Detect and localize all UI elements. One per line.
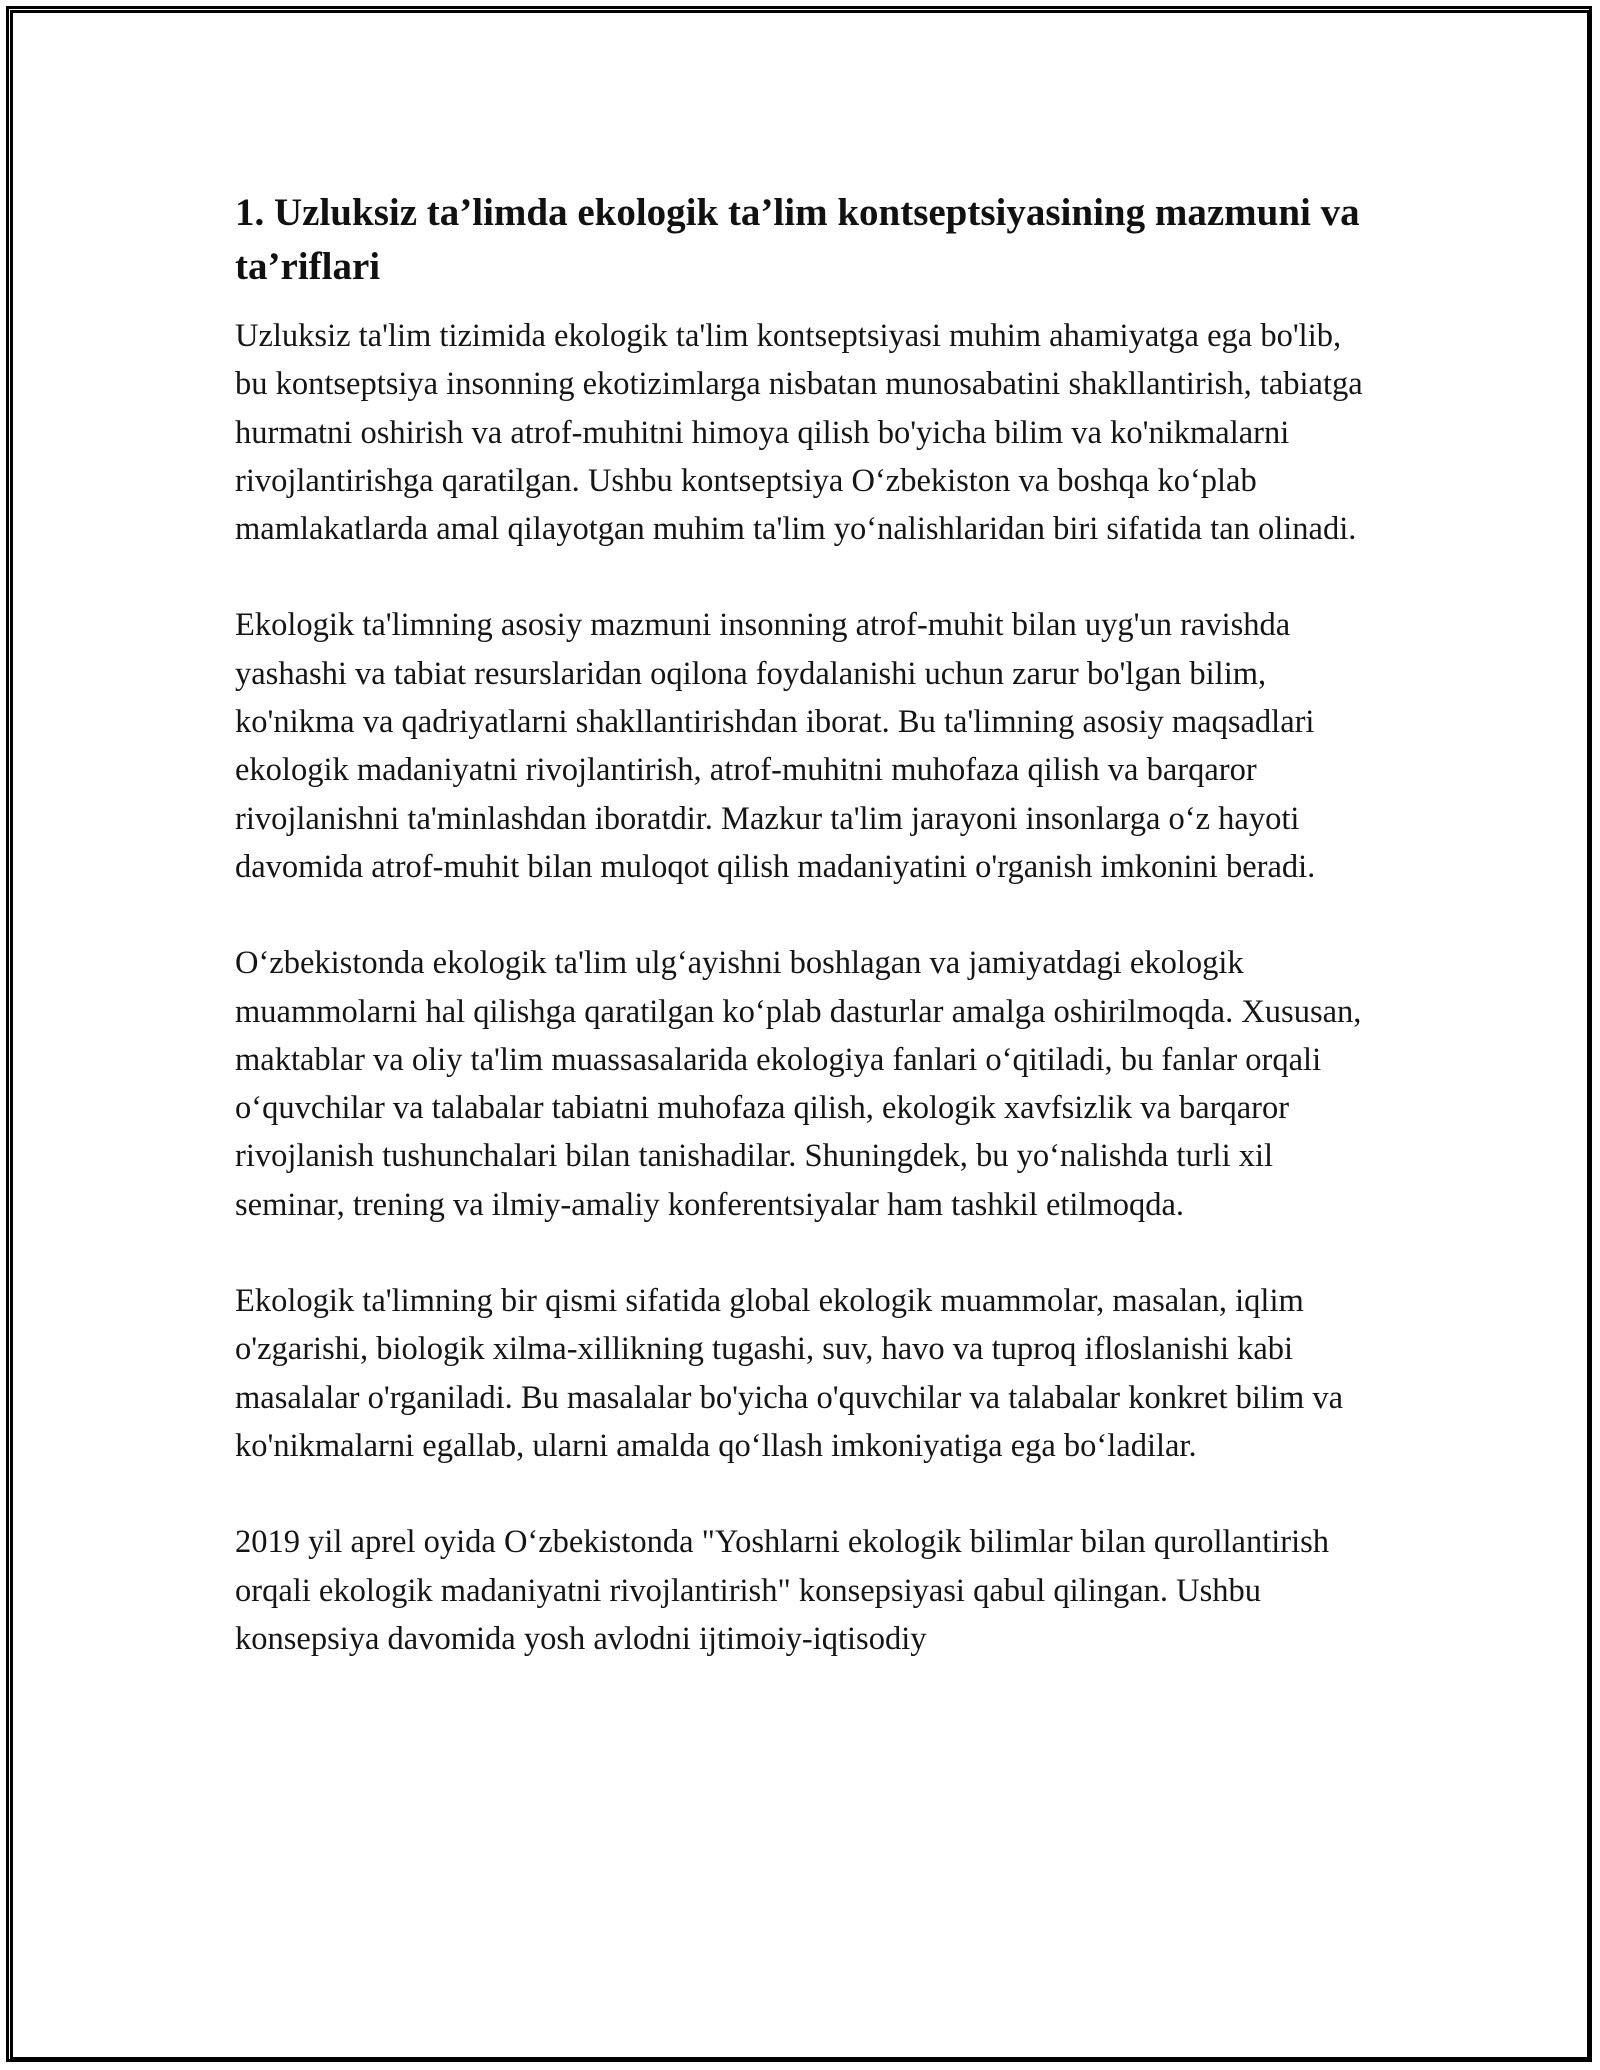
paragraph-4: Ekologik ta'limning bir qismi sifatida global ekologik muammolar, masalan, iqlim o'zgarishi, biologik xilma-xillikning tugashi, suv, havo va tuproq ifloslanishi kabi masalalar o'rganiladi. Bu masalalar bo'yicha o'quvchilar va talabalar konkret bilim va ko'nikmalarni egallab, ularni amalda qo‘llash imkoniyatiga ega bo‘ladilar. [235,1283,1344,1464]
paragraph-2: Ekologik ta'limning asosiy mazmuni insonning atrof-muhit bilan uyg'un ravishda yashashi va tabiat resurslaridan oqilona foydalanishi uchun zarur bo'lgan bilim, ko'nikma va qadriyatlarni shakllantirishdan iborat. Bu ta'limning asosiy maqsadlari ekologik madaniyatni rivojlantirish, atrof-muhitni muhofaza qilish va barqaror rivojlanishni ta'minlashdan iboratdir. Mazkur ta'lim jarayoni insonlarga o‘z hayoti davomida atrof-muhit bilan muloqot qilish madaniyatini o'rganish imkonini beradi. [235,607,1316,885]
section-heading: 1. Uzluksiz ta’limda ekologik ta’lim kontseptsiyasining mazmuni va ta’riflari [235,191,1360,288]
paragraph-3: O‘zbekistonda ekologik ta'lim ulg‘ayishni boshlagan va jamiyatdagi ekologik muammolarni hal qilishga qaratilgan ko‘plab dasturlar amalga oshirilmoqda. Xususan, maktablar va oliy ta'lim muassasalarida ekologiya fanlari o‘qitiladi, bu fanlar orqali o‘quvchilar va talabalar tabiatni muhofaza qilish, ekologik xavfsizlik va barqaror rivojlanish tushunchalari bilan tanishadilar. Shuningdek, bu yo‘nalishda turli xil seminar, trening va ilmiy-amaliy konferentsiyalar ham tashkil etilmoqda. [235,945,1362,1223]
paragraph-1: Uzluksiz ta'lim tizimida ekologik ta'lim kontseptsiyasi muhim ahamiyatga ega bo'lib, bu kontseptsiya insonning ekotizimlarga nisbatan munosabatini shakllantirish, tabiatga hurmatni oshirish va atrof-muhitni himoya qilish bo'yicha bilim va ko'nikmalarni rivojlantirishga qaratilgan. Ushbu kontseptsiya O‘zbekiston va boshqa ko‘plab mamlakatlarda amal qilayotgan muhim ta'lim yo‘nalishlaridan biri sifatida tan olinadi. [235,318,1363,548]
document-body [235,186,1375,1711]
paragraph-5: 2019 yil aprel oyida O‘zbekistonda "Yoshlarni ekologik bilimlar bilan qurollantirish orqali ekologik madaniyatni rivojlantirish" konsepsiyasi qabul qilingan. Ushbu konsepsiya davomida yosh avlodni ijtimoiy-iqtisodiy [235,1524,1330,1657]
